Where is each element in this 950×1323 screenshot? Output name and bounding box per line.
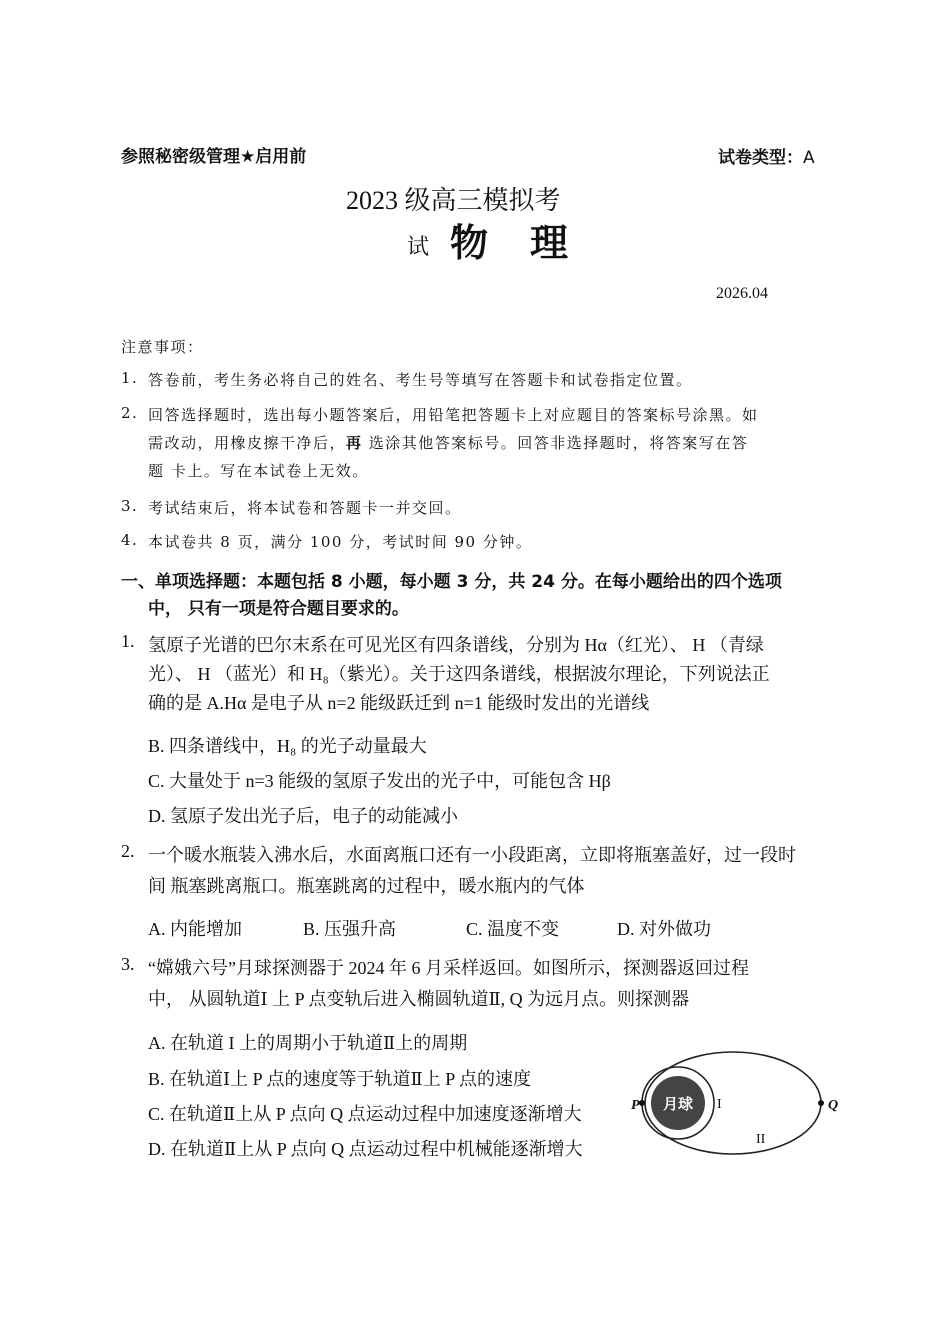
note-text: 考试结束后，将本试卷和答题卡一并交回。 [148,499,462,517]
question-stem: “嫦娥六号”月球探测器于 2024 年 6 月采样返回。如图所示，探测器返回过程 [148,958,749,978]
note-number: 4. [121,531,139,549]
note-text: 题 卡上。写在本试卷上无效。 [148,462,369,480]
note-number: 3. [121,497,139,515]
paper-type [718,143,815,168]
question-stem: 一个暖水瓶装入沸水后，水面离瓶口还有一小段距离，立即将瓶塞盖好，过一段时 [148,845,796,865]
moon-label: 月球 [662,1095,694,1113]
exam-date: 2026.04 [716,285,768,302]
note-text: 需改动，用橡皮擦干净后，再 选涂其他答案标号。回答非选择题时，将答案写在答 [148,434,749,452]
point-p [639,1100,645,1106]
option-c: C. 在轨道Ⅱ上从 P 点向 Q 点运动过程中加速度逐渐增大 [148,1104,582,1124]
paper-type-value: A [803,148,815,168]
option-d: D. 对外做功 [617,919,711,939]
exam-title-prefix: 试 [407,234,430,259]
question-number: 1. [121,631,135,651]
question-stem: 中， 从圆轨道Ⅰ 上 P 点变轨后进入椭圆轨道Ⅱ, Q 为远月点。则探测器 [148,989,690,1009]
note-text: 回答选择题时，选出每小题答案后，用铅笔把答题卡上对应题目的答案标号涂黑。如 [148,406,759,424]
point-p-label: P [631,1098,640,1113]
question-stem: 确的是 A.Hα 是电子从 n=2 能级跃迁到 n=1 能级时发出的光谱线 [148,693,650,713]
question-stem: 间 瓶塞跳离瓶口。瓶塞跳离的过程中，暖水瓶内的气体 [148,876,585,896]
question-number: 3. [121,954,135,974]
orbit-i-label: I [717,1097,722,1112]
option-a: A. 在轨道 I 上的周期小于轨道Ⅱ上的周期 [148,1033,468,1053]
option-c: C. 大量处于 n=3 能级的氢原子发出的光子中，可能包含 Hβ [148,771,611,791]
note-text: 本试卷共 8 页，满分 100 分，考试时间 90 分钟。 [148,533,533,551]
confidentiality-label: 参照秘密级管理★启用前 [121,147,307,167]
point-q-label: Q [828,1098,839,1113]
point-q [818,1100,824,1106]
notes-heading: 注意事项： [121,338,204,356]
note-number: 2. [121,404,139,422]
option-a: A. 内能增加 [148,919,242,939]
orbit-ii-label: II [756,1132,766,1147]
section-heading: 一、单项选择题：本题包括 8 小题，每小题 3 分，共 24 分。在每小题给出的四个选项 [121,572,782,592]
section-heading-cont: 中， 只有一项是符合题目要求的。 [148,599,409,619]
note-number: 1. [121,369,139,387]
option-b: B. 压强升高 [303,919,397,939]
paper-type-label: 试卷类型： [718,148,803,168]
question-number: 2. [121,841,135,861]
option-d: D. 氢原子发出光子后，电子的动能减小 [148,806,458,826]
note-text: 答卷前，考生务必将自己的姓名、考生号等填写在答题卡和试卷指定位置。 [148,371,693,389]
orbit-diagram [628,1047,844,1163]
question-stem: 氢原子光谱的巴尔末系在可见光区有四条谱线，分别为 Hα（红光）、 H （青绿 [148,635,764,655]
question-stem: 光）、 H （蓝光）和 H₈（紫光）。关于这四条谱线，根据波尔理论，下列说法正 [148,664,770,684]
option-b: B. 在轨道Ⅰ上 P 点的速度等于轨道Ⅱ上 P 点的速度 [148,1069,532,1089]
subject-title: 物 理 [450,221,571,265]
exam-title: 2023 级高三模拟考 [346,186,561,215]
option-c: C. 温度不变 [466,919,560,939]
option-d: D. 在轨道Ⅱ上从 P 点向 Q 点运动过程中机械能逐渐增大 [148,1139,583,1159]
option-b: B. 四条谱线中，H₈ 的光子动量最大 [148,736,427,756]
